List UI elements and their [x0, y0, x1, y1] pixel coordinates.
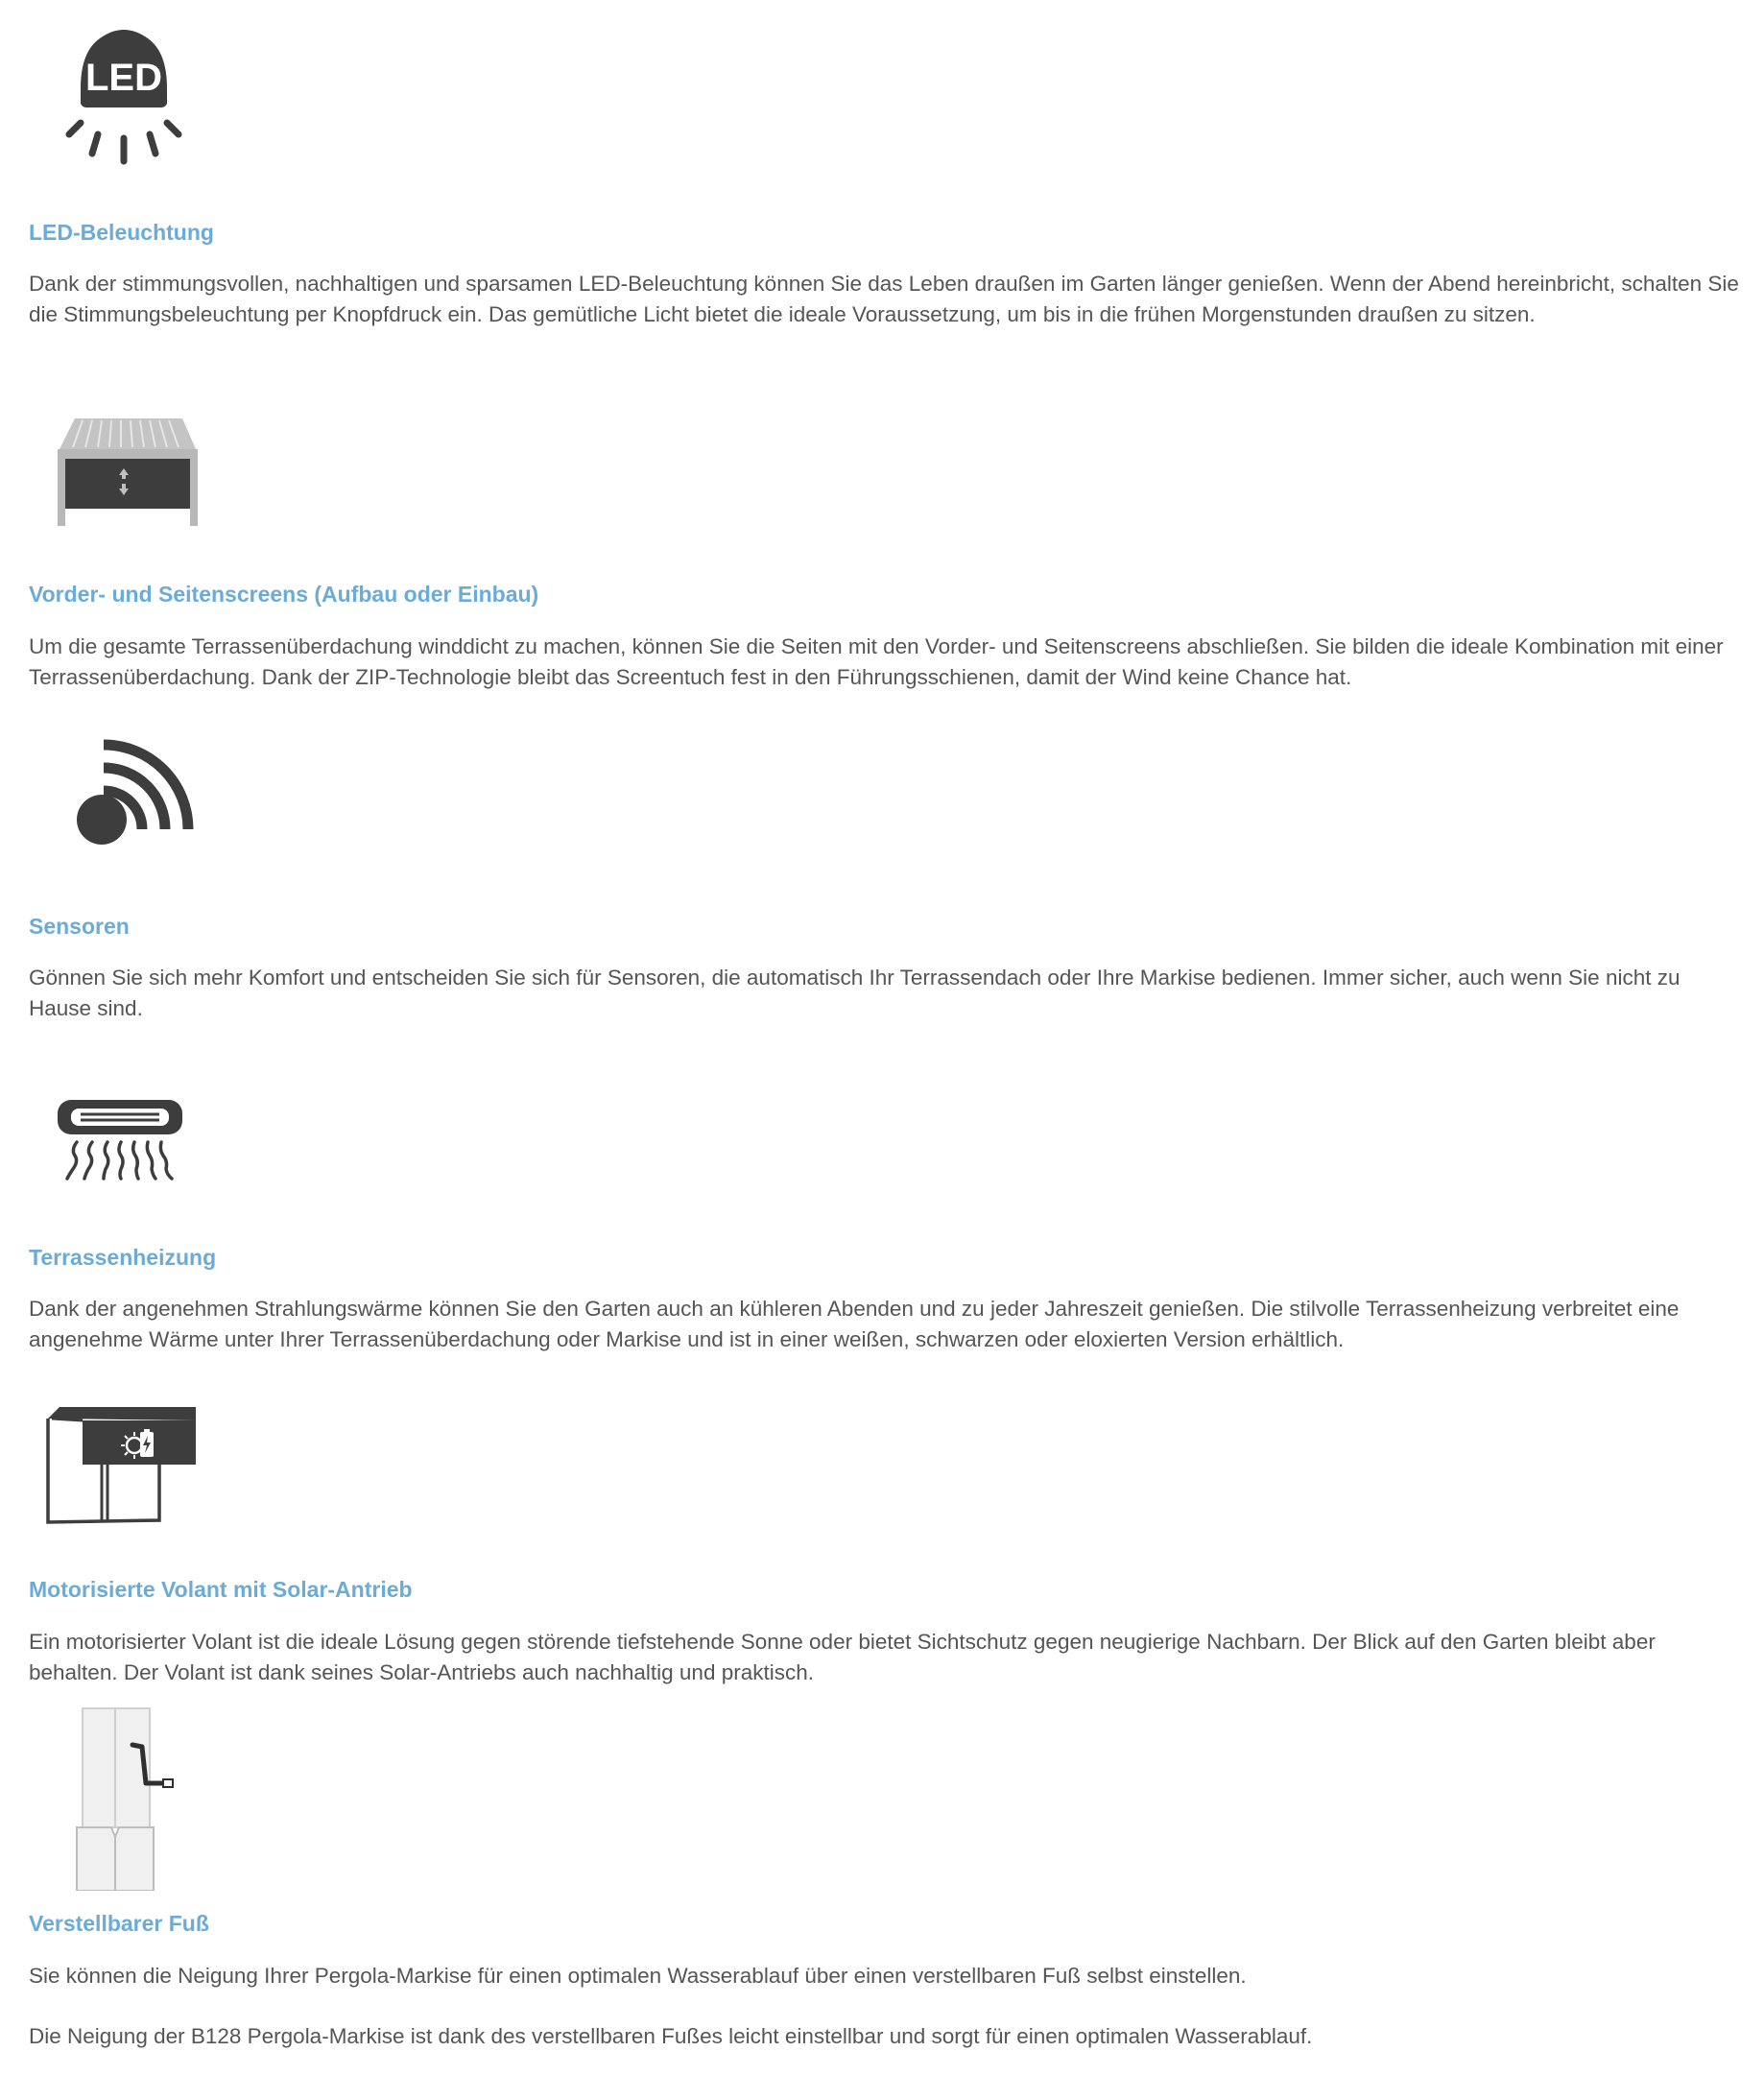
feature-description: Um die gesamte Terrassenüberdachung winddicht zu machen, können Sie die Seiten mit den Vorder- und Seitenscreens abschließen. Sie bilden die ideale Kombination mit einer Terrassenüberdachung. Dank der ZIP-Technologie bleibt das Screentuch fest in den Führungsschienen, damit der Wind keine Chance hat.	[29, 634, 1724, 689]
feature-title: Vorder- und Seitenscreens (Aufbau oder Einbau)	[29, 582, 539, 607]
feature-title: Verstellbarer Fuß	[29, 1911, 209, 1936]
feature-description: Dank der stimmungsvollen, nachhaltigen und sparsamen LED-Beleuchtung können Sie das Leben draußen im Garten länger genießen. Wenn der Abend hereinbricht, schalten Sie die Stimmungsbeleuchtung per Knopfdruck ein. Das gemütliche Licht bietet die ideale Voraussetzung, um bis in die frühen Morgenstunden draußen zu sitzen.	[29, 272, 1739, 326]
sensor-icon	[42, 729, 205, 883]
feature-description: Die Neigung der B128 Pergola-Markise ist dank des verstellbaren Fußes leicht einstellbar und sorgt für einen optimalen Wasserablauf.	[29, 2024, 1313, 2048]
feature-title: Terrassenheizung	[29, 1245, 217, 1270]
heater-icon	[42, 1094, 205, 1248]
feature-title: Motorisierte Volant mit Solar-Antrieb	[29, 1577, 413, 1602]
feature-description: Dank der angenehmen Strahlungswärme können Sie den Garten auch an kühleren Abenden und zu jeder Jahreszeit genießen. Die stilvolle Terrassenheizung verbreitet eine angenehme Wärme unter Ihrer Terrassenüberdachung oder Markise und ist in einer weißen, schwarzen oder eloxierten Version erhältlich.	[29, 1297, 1680, 1351]
feature-description: Gönnen Sie sich mehr Komfort und entscheiden Sie sich für Sensoren, die automatisch Ihr Terrassendach oder Ihre Markise bedienen. Immer sicher, auch wenn Sie nicht zu Hause sind.	[29, 966, 1681, 1020]
svg-text:LED: LED	[85, 57, 162, 99]
feature-description: Sie können die Neigung Ihrer Pergola-Markise für einen optimalen Wasserablauf über einen verstellbaren Fuß selbst einstellen.	[29, 1964, 1247, 1988]
feature-title: LED-Beleuchtung	[29, 220, 214, 245]
led-lamp-icon	[42, 13, 205, 167]
solar-awning-icon	[42, 1399, 205, 1553]
feature-description: Ein motorisierter Volant ist die ideale Lösung gegen störende tiefstehende Sonne oder bietet Sichtschutz gegen neugierige Nachbarn. Der Blick auf den Garten bleibt aber behalten. Der Volant ist dank seines Solar-Antriebs auch nachhaltig und praktisch.	[29, 1630, 1656, 1684]
adjustable-foot-icon	[42, 1706, 205, 1860]
screen-icon	[42, 413, 205, 566]
feature-title: Sensoren	[29, 914, 130, 939]
